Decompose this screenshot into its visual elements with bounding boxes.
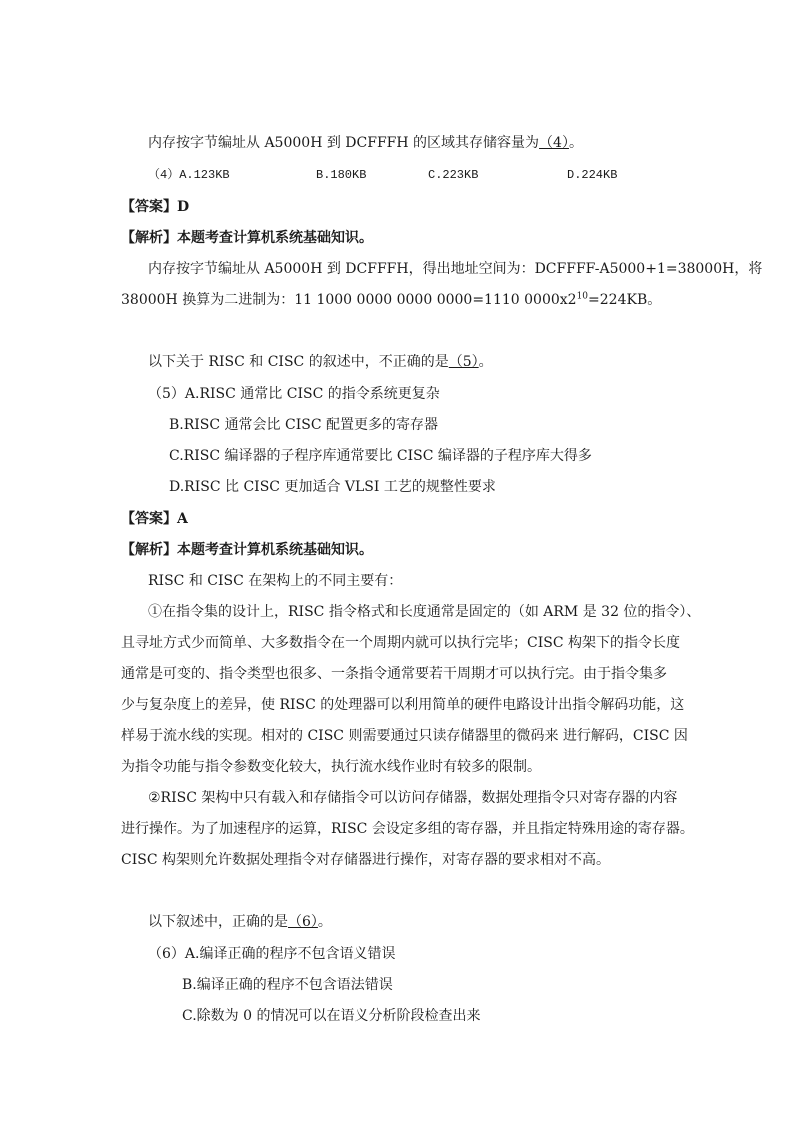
q4-option-b: B.180KB (316, 168, 367, 182)
q5-analysis-line: 且寻址方式少而简单、大多数指令在一个周期内就可以执行完毕；CISC 构架下的指令长度 (121, 635, 680, 651)
q5-analysis-line: CISC 构架则允许数据处理指令对存储器进行操作，对寄存器的要求相对不高。 (121, 852, 610, 868)
q4-option-c: C.223KB (428, 168, 479, 182)
q5-stem-end: 。 (478, 354, 493, 370)
q5-stem-text: 以下关于 RISC 和 CISC 的叙述中，不正确的是 (148, 354, 449, 370)
q5-stem (148, 352, 493, 372)
q5-answer (121, 509, 188, 529)
q4-options (0, 165, 794, 185)
q5-option-b: B.RISC 通常会比 CISC 配置更多的寄存器 (169, 417, 439, 433)
q5-analysis-line: 为指令功能与指令参数变化较大，执行流水线作业时有较多的限制。 (121, 759, 541, 775)
q4-option-a: （4）A.123KB (148, 168, 230, 182)
q4-analysis-calc: 38000H 换算为二进制为：11 1000 0000 0000 0000=1110 0000x2 (121, 292, 577, 308)
q6-blank: （6） (288, 914, 318, 930)
q5-blank: （5） (448, 354, 479, 370)
q5-analysis-heading (121, 540, 373, 560)
q4-stem-text: 内存按字节编址从 A5000H 到 DCFFFH 的区域其存储容量为 (148, 135, 540, 151)
q5-answer-tag: 【答案】 (121, 511, 177, 527)
q5-option-d: D.RISC 比 CISC 更加适合 VLSI 工艺的规整性要求 (169, 479, 496, 495)
q6-stem (148, 912, 332, 932)
q4-answer-value: D (177, 199, 190, 215)
q6-stem-end: 。 (317, 914, 332, 930)
q4-stem (148, 133, 583, 153)
q5-analysis-line: 少与复杂度上的差异，使 RISC 的处理器可以利用简单的硬件电路设计出指令解码功能，这 (121, 697, 685, 713)
q6-option-a: （6）A.编译正确的程序不包含语义错误 (148, 946, 396, 962)
q4-stem-end: 。 (568, 135, 583, 151)
q4-exponent: 10 (576, 291, 589, 302)
q5-analysis-line: ①在指令集的设计上，RISC 指令格式和长度通常是固定的（如 ARM 是 32 位的指令）、 (148, 604, 701, 620)
q4-answer (121, 197, 189, 217)
q5-option-c: C.RISC 编译器的子程序库通常要比 CISC 编译器的子程序库大得多 (169, 448, 592, 464)
q5-analysis-line: 通常是可变的、指令类型也很多、一条指令通常要若干周期才可以执行完。由于指令集多 (121, 666, 667, 682)
q5-analysis-title: 本题考查计算机系统基础知识。 (177, 542, 373, 558)
q5-answer-value: A (177, 511, 188, 527)
q5-analysis-line: 进行操作。为了加速程序的运算，RISC 会设定多组的寄存器，并且指定特殊用途的寄存器。 (121, 821, 694, 837)
q5-analysis-line: 样易于流水线的实现。相对的 CISC 则需要通过只读存储器里的微码来 进行解码，CISC 因 (121, 728, 688, 744)
q4-option-d: D.224KB (567, 168, 618, 182)
q4-analysis-title: 本题考查计算机系统基础知识。 (177, 230, 373, 246)
q4-analysis-line: 内存按字节编址从 A5000H 到 DCFFFH，得出地址空间为：DCFFFF-A5000+1=38000H，将 (148, 261, 763, 277)
q4-blank: （4） (539, 135, 569, 151)
q4-analysis-result: =224KB。 (588, 292, 662, 308)
q5-option-a: （5）A.RISC 通常比 CISC 的指令系统更复杂 (148, 386, 440, 402)
q5-analysis-tag: 【解析】 (121, 542, 177, 558)
q6-option-c: C.除数为 0 的情况可以在语义分析阶段检查出来 (182, 1008, 481, 1024)
q4-analysis-tag: 【解析】 (121, 230, 177, 246)
q4-answer-tag: 【答案】 (121, 199, 177, 215)
q6-stem-text: 以下叙述中，正确的是 (148, 914, 288, 930)
q4-analysis-line (121, 290, 661, 310)
q4-analysis-heading (121, 228, 373, 248)
q5-analysis-line: ②RISC 架构中只有载入和存储指令可以访问存储器，数据处理指令只对寄存器的内容 (148, 790, 678, 806)
q6-option-b: B.编译正确的程序不包含语法错误 (182, 977, 393, 993)
q5-analysis-line: RISC 和 CISC 在架构上的不同主要有： (148, 573, 403, 589)
